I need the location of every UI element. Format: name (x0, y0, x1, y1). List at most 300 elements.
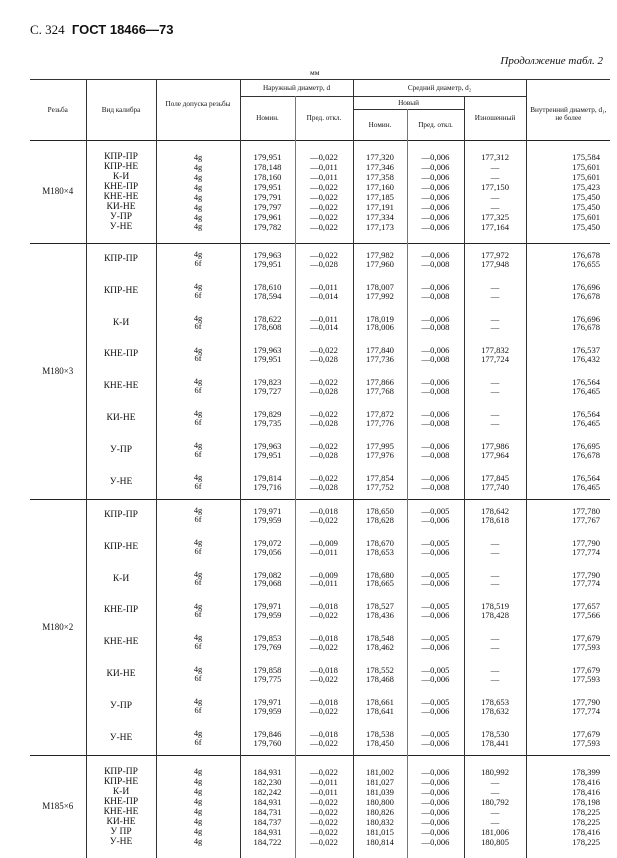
mean-worn-cell: 178,653 (464, 691, 526, 707)
outer-deviation-cell: —0,018 (295, 595, 353, 611)
inner-diameter-cell: 175,450 (526, 223, 610, 243)
mean-worn-cell: 177,845 (464, 467, 526, 483)
mean-worn-cell: — (464, 371, 526, 387)
mean-nominal-cell: 178,527 (353, 595, 407, 611)
mean-nominal-cell: 177,960 (353, 260, 407, 276)
mean-nominal-cell: 178,538 (353, 723, 407, 739)
inner-diameter-cell: 178,225 (526, 838, 610, 858)
outer-nominal-cell: 179,858 (240, 659, 295, 675)
outer-deviation-cell: —0,009 (295, 564, 353, 580)
outer-deviation-cell: —0,022 (295, 183, 353, 193)
mean-worn-cell: 177,150 (464, 183, 526, 193)
gauge-type-cell: КПР-ПР (86, 755, 156, 777)
mean-nominal-cell: 177,160 (353, 183, 407, 193)
inner-diameter-cell: 177,679 (526, 659, 610, 675)
table-row (30, 467, 610, 483)
outer-nominal-cell: 179,961 (240, 213, 295, 223)
tolerance-cell: 4g (156, 243, 240, 259)
outer-deviation-cell: —0,022 (295, 818, 353, 828)
outer-deviation-cell: —0,022 (295, 611, 353, 627)
table-row (30, 499, 610, 515)
outer-deviation-cell: —0,022 (295, 193, 353, 203)
mean-deviation-cell: —0,006 (407, 141, 464, 163)
outer-nominal-cell: 179,959 (240, 611, 295, 627)
gauge-type-cell: К-И (86, 308, 156, 340)
mean-nominal-cell: 178,019 (353, 308, 407, 324)
mean-nominal-cell: 177,185 (353, 193, 407, 203)
mean-worn-cell: 177,312 (464, 141, 526, 163)
inner-diameter-cell: 178,225 (526, 808, 610, 818)
outer-deviation-cell: —0,028 (295, 387, 353, 403)
mean-deviation-cell: —0,006 (407, 213, 464, 223)
col-thread: Резьба (47, 105, 68, 114)
tolerance-cell: 4g (156, 435, 240, 451)
col-mean-diameter: Средний диаметр, d₂ (353, 80, 526, 97)
table-body (30, 141, 610, 858)
mean-deviation-cell: —0,006 (407, 173, 464, 183)
mean-nominal-cell: 178,670 (353, 532, 407, 548)
tolerance-cell: 4g (156, 818, 240, 828)
col-outer-nominal: Номин. (240, 97, 295, 141)
mean-nominal-cell: 178,468 (353, 675, 407, 691)
mean-deviation-cell: —0,006 (407, 435, 464, 451)
gauge-type-cell: КНЕ-ПР (86, 595, 156, 627)
outer-nominal-cell: 179,760 (240, 739, 295, 755)
outer-nominal-cell: 179,829 (240, 403, 295, 419)
mean-worn-cell: 181,006 (464, 828, 526, 838)
unit-label: мм (310, 68, 320, 77)
outer-deviation-cell: —0,011 (295, 173, 353, 183)
mean-deviation-cell: —0,005 (407, 659, 464, 675)
tolerance-cell: 4g (156, 163, 240, 173)
inner-diameter-cell: 177,790 (526, 564, 610, 580)
tolerance-cell: 6f (156, 643, 240, 659)
inner-diameter-cell: 176,564 (526, 403, 610, 419)
outer-deviation-cell: —0,011 (295, 548, 353, 564)
inner-diameter-cell: 177,774 (526, 548, 610, 564)
mean-nominal-cell: 177,866 (353, 371, 407, 387)
inner-diameter-cell: 177,679 (526, 723, 610, 739)
mean-deviation-cell: —0,006 (407, 755, 464, 777)
tolerance-cell: 4g (156, 371, 240, 387)
mean-worn-cell: 178,618 (464, 516, 526, 532)
inner-diameter-cell: 177,767 (526, 516, 610, 532)
tolerance-cell: 4g (156, 532, 240, 548)
mean-nominal-cell: 177,976 (353, 451, 407, 467)
tolerance-cell: 6f (156, 419, 240, 435)
inner-diameter-cell: 175,601 (526, 213, 610, 223)
tolerance-cell: 4g (156, 339, 240, 355)
gauge-type-cell: КИ-НЕ (86, 203, 156, 213)
mean-deviation-cell: —0,006 (407, 276, 464, 292)
outer-nominal-cell: 179,963 (240, 243, 295, 259)
thread-designation-cell: М185×6 (42, 800, 74, 811)
outer-nominal-cell: 179,951 (240, 260, 295, 276)
mean-nominal-cell: 178,462 (353, 643, 407, 659)
mean-deviation-cell: —0,006 (407, 707, 464, 723)
outer-nominal-cell: 179,782 (240, 223, 295, 243)
mean-nominal-cell: 178,007 (353, 276, 407, 292)
mean-nominal-cell: 177,736 (353, 355, 407, 371)
inner-diameter-cell: 176,696 (526, 308, 610, 324)
inner-diameter-cell: 175,450 (526, 203, 610, 213)
gauge-type-cell: КПР-ПР (86, 499, 156, 531)
mean-nominal-cell: 178,006 (353, 323, 407, 339)
mean-worn-cell: 177,972 (464, 243, 526, 259)
mean-deviation-cell: —0,006 (407, 308, 464, 324)
mean-nominal-cell: 177,334 (353, 213, 407, 223)
outer-deviation-cell: —0,022 (295, 203, 353, 213)
col-tolerance: Поле допуска резьбы (156, 80, 240, 141)
inner-diameter-cell: 176,695 (526, 435, 610, 451)
mean-worn-cell: — (464, 818, 526, 828)
tolerance-cell: 6f (156, 579, 240, 595)
tolerance-cell: 4g (156, 203, 240, 213)
mean-nominal-cell: 177,173 (353, 223, 407, 243)
gauge-type-cell: КПР-ПР (86, 141, 156, 163)
mean-worn-cell: — (464, 163, 526, 173)
outer-nominal-cell: 184,931 (240, 828, 295, 838)
inner-diameter-cell: 178,225 (526, 818, 610, 828)
gauge-type-cell: КПР-НЕ (86, 532, 156, 564)
mean-worn-cell: 180,805 (464, 838, 526, 858)
mean-nominal-cell: 178,650 (353, 499, 407, 515)
outer-nominal-cell: 179,769 (240, 643, 295, 659)
mean-worn-cell: 180,992 (464, 755, 526, 777)
gauge-type-cell: КПР-НЕ (86, 163, 156, 173)
tolerance-cell: 4g (156, 828, 240, 838)
outer-nominal-cell: 179,951 (240, 355, 295, 371)
table-row (30, 595, 610, 611)
mean-worn-cell: 178,441 (464, 739, 526, 755)
outer-nominal-cell: 179,716 (240, 483, 295, 499)
mean-deviation-cell: —0,006 (407, 193, 464, 203)
gauge-type-cell: КНЕ-НЕ (86, 627, 156, 659)
col-gauge-type: Вид калибра (86, 80, 156, 141)
mean-nominal-cell: 177,872 (353, 403, 407, 419)
mean-deviation-cell: —0,008 (407, 451, 464, 467)
mean-worn-cell: 177,964 (464, 451, 526, 467)
table-row (30, 691, 610, 707)
outer-deviation-cell: —0,018 (295, 659, 353, 675)
mean-deviation-cell: —0,008 (407, 419, 464, 435)
mean-nominal-cell: 177,992 (353, 292, 407, 308)
mean-worn-cell: — (464, 532, 526, 548)
mean-nominal-cell: 180,800 (353, 798, 407, 808)
gauge-type-cell: У-ПР (86, 435, 156, 467)
mean-deviation-cell: —0,006 (407, 516, 464, 532)
tolerance-cell: 4g (156, 659, 240, 675)
gauge-type-cell: У-ПР (86, 213, 156, 223)
mean-deviation-cell: —0,005 (407, 564, 464, 580)
mean-nominal-cell: 177,346 (353, 163, 407, 173)
inner-diameter-cell: 176,564 (526, 467, 610, 483)
mean-deviation-cell: —0,006 (407, 818, 464, 828)
mean-worn-cell: 178,530 (464, 723, 526, 739)
inner-diameter-cell: 178,198 (526, 798, 610, 808)
tolerance-cell: 6f (156, 292, 240, 308)
inner-diameter-cell: 175,584 (526, 141, 610, 163)
mean-worn-cell: 177,325 (464, 213, 526, 223)
outer-deviation-cell: —0,022 (295, 435, 353, 451)
mean-deviation-cell: —0,006 (407, 203, 464, 213)
mean-deviation-cell: —0,005 (407, 532, 464, 548)
mean-deviation-cell: —0,006 (407, 778, 464, 788)
outer-deviation-cell: —0,022 (295, 739, 353, 755)
tolerance-cell: 6f (156, 707, 240, 723)
mean-deviation-cell: —0,006 (407, 223, 464, 243)
mean-nominal-cell: 178,665 (353, 579, 407, 595)
outer-deviation-cell: —0,014 (295, 323, 353, 339)
mean-nominal-cell: 180,814 (353, 838, 407, 858)
table-row (30, 243, 610, 259)
gauge-type-cell: КПР-ПР (86, 243, 156, 275)
outer-nominal-cell: 179,797 (240, 203, 295, 213)
mean-worn-cell: 177,164 (464, 223, 526, 243)
table-row (30, 659, 610, 675)
inner-diameter-cell: 176,678 (526, 323, 610, 339)
outer-deviation-cell: —0,018 (295, 499, 353, 515)
tolerance-cell: 4g (156, 308, 240, 324)
table-row (30, 755, 610, 777)
page-number: С. 324 (30, 22, 65, 37)
mean-worn-cell: — (464, 173, 526, 183)
outer-deviation-cell: —0,022 (295, 798, 353, 808)
tolerance-cell: 4g (156, 183, 240, 193)
outer-nominal-cell: 184,931 (240, 798, 295, 808)
outer-deviation-cell: —0,011 (295, 579, 353, 595)
mean-nominal-cell: 178,436 (353, 611, 407, 627)
outer-nominal-cell: 179,963 (240, 435, 295, 451)
mean-worn-cell: — (464, 788, 526, 798)
thread-designation-cell: М180×3 (42, 365, 74, 376)
mean-nominal-cell: 177,995 (353, 435, 407, 451)
gauge-type-cell: КИ-НЕ (86, 659, 156, 691)
mean-deviation-cell: —0,005 (407, 595, 464, 611)
tolerance-cell: 6f (156, 739, 240, 755)
inner-diameter-cell: 176,465 (526, 483, 610, 499)
outer-deviation-cell: —0,022 (295, 643, 353, 659)
gauge-type-cell: У-НЕ (86, 467, 156, 499)
outer-nominal-cell: 179,791 (240, 193, 295, 203)
inner-diameter-cell: 177,774 (526, 707, 610, 723)
mean-worn-cell: 177,740 (464, 483, 526, 499)
mean-deviation-cell: —0,006 (407, 739, 464, 755)
mean-worn-cell: — (464, 292, 526, 308)
mean-nominal-cell: 181,002 (353, 755, 407, 777)
gauge-type-cell: КНЕ-НЕ (86, 808, 156, 818)
outer-deviation-cell: —0,022 (295, 838, 353, 858)
mean-deviation-cell: —0,006 (407, 183, 464, 193)
mean-deviation-cell: —0,005 (407, 691, 464, 707)
outer-nominal-cell: 179,823 (240, 371, 295, 387)
mean-worn-cell: — (464, 403, 526, 419)
tolerance-cell: 4g (156, 223, 240, 243)
tolerance-cell: 6f (156, 355, 240, 371)
inner-diameter-cell: 176,696 (526, 276, 610, 292)
table-row (30, 532, 610, 548)
tolerance-cell: 6f (156, 451, 240, 467)
mean-nominal-cell: 178,628 (353, 516, 407, 532)
tolerance-cell: 4g (156, 173, 240, 183)
outer-nominal-cell: 178,608 (240, 323, 295, 339)
mean-worn-cell: — (464, 564, 526, 580)
table-row (30, 339, 610, 355)
outer-deviation-cell: —0,028 (295, 451, 353, 467)
standard-code: ГОСТ 18466—73 (71, 22, 174, 37)
outer-nominal-cell: 179,971 (240, 499, 295, 515)
outer-deviation-cell: —0,011 (295, 778, 353, 788)
outer-nominal-cell: 178,594 (240, 292, 295, 308)
mean-deviation-cell: —0,005 (407, 723, 464, 739)
mean-nominal-cell: 178,641 (353, 707, 407, 723)
outer-nominal-cell: 184,737 (240, 818, 295, 828)
mean-nominal-cell: 178,653 (353, 548, 407, 564)
tolerance-cell: 4g (156, 691, 240, 707)
outer-deviation-cell: —0,022 (295, 339, 353, 355)
mean-worn-cell: 177,724 (464, 355, 526, 371)
col-mean-deviation: Пред. откл. (407, 110, 464, 141)
gauge-type-cell: КНЕ-НЕ (86, 371, 156, 403)
outer-deviation-cell: —0,022 (295, 828, 353, 838)
outer-deviation-cell: —0,022 (295, 141, 353, 163)
mean-worn-cell: — (464, 659, 526, 675)
tolerance-cell: 4g (156, 798, 240, 808)
gauge-type-cell: КНЕ-ПР (86, 798, 156, 808)
outer-nominal-cell: 179,846 (240, 723, 295, 739)
inner-diameter-cell: 177,657 (526, 595, 610, 611)
mean-worn-cell: — (464, 808, 526, 818)
mean-deviation-cell: —0,005 (407, 627, 464, 643)
tolerance-cell: 6f (156, 387, 240, 403)
mean-nominal-cell: 180,832 (353, 818, 407, 828)
inner-diameter-cell: 178,399 (526, 755, 610, 777)
inner-diameter-cell: 177,593 (526, 675, 610, 691)
outer-nominal-cell: 184,722 (240, 838, 295, 858)
tolerance-cell: 4g (156, 467, 240, 483)
mean-worn-cell: — (464, 579, 526, 595)
outer-deviation-cell: —0,022 (295, 371, 353, 387)
mean-worn-cell: — (464, 308, 526, 324)
gauge-type-cell: У-НЕ (86, 723, 156, 755)
inner-diameter-cell: 178,416 (526, 788, 610, 798)
tolerance-cell: 4g (156, 564, 240, 580)
gauge-type-cell: К-И (86, 173, 156, 183)
mean-worn-cell: 178,632 (464, 707, 526, 723)
col-mean-new: Новый (353, 97, 464, 110)
inner-diameter-cell: 178,416 (526, 828, 610, 838)
thread-designation-cell: М180×2 (42, 621, 74, 632)
outer-nominal-cell: 178,610 (240, 276, 295, 292)
inner-diameter-cell: 177,566 (526, 611, 610, 627)
gauge-type-cell: КПР-НЕ (86, 778, 156, 788)
outer-deviation-cell: —0,009 (295, 532, 353, 548)
outer-deviation-cell: —0,011 (295, 163, 353, 173)
table-row (30, 723, 610, 739)
inner-diameter-cell: 176,432 (526, 355, 610, 371)
mean-nominal-cell: 177,191 (353, 203, 407, 213)
col-outer-diameter: Наружный диаметр, d (240, 80, 353, 97)
inner-diameter-cell: 176,678 (526, 292, 610, 308)
outer-nominal-cell: 179,814 (240, 467, 295, 483)
inner-diameter-cell: 178,416 (526, 778, 610, 788)
tolerance-cell: 6f (156, 548, 240, 564)
outer-deviation-cell: —0,011 (295, 788, 353, 798)
inner-diameter-cell: 177,593 (526, 739, 610, 755)
outer-deviation-cell: —0,018 (295, 627, 353, 643)
outer-nominal-cell: 179,951 (240, 451, 295, 467)
inner-diameter-cell: 177,774 (526, 579, 610, 595)
inner-diameter-cell: 176,465 (526, 387, 610, 403)
tolerance-cell: 4g (156, 755, 240, 777)
mean-nominal-cell: 181,039 (353, 788, 407, 798)
mean-deviation-cell: —0,006 (407, 371, 464, 387)
outer-nominal-cell: 179,072 (240, 532, 295, 548)
mean-deviation-cell: —0,006 (407, 467, 464, 483)
mean-nominal-cell: 178,450 (353, 739, 407, 755)
outer-deviation-cell: —0,022 (295, 223, 353, 243)
gauge-type-cell: КИ-НЕ (86, 818, 156, 828)
table-row (30, 435, 610, 451)
outer-nominal-cell: 179,082 (240, 564, 295, 580)
mean-nominal-cell: 177,854 (353, 467, 407, 483)
tolerance-cell: 6f (156, 260, 240, 276)
gauge-type-cell: У-НЕ (86, 838, 156, 858)
outer-deviation-cell: —0,022 (295, 243, 353, 259)
mean-worn-cell: — (464, 203, 526, 213)
gauge-type-cell: К-И (86, 788, 156, 798)
outer-nominal-cell: 184,931 (240, 755, 295, 777)
gauge-type-cell: У-ПР (86, 691, 156, 723)
mean-deviation-cell: —0,006 (407, 808, 464, 818)
mean-deviation-cell: —0,006 (407, 798, 464, 808)
table-continuation-label: Продолжение табл. 2 (500, 55, 603, 67)
mean-nominal-cell: 177,768 (353, 387, 407, 403)
inner-diameter-cell: 176,655 (526, 260, 610, 276)
tolerance-cell: 6f (156, 323, 240, 339)
outer-deviation-cell: —0,018 (295, 691, 353, 707)
gauge-dimensions-table (30, 79, 610, 858)
outer-deviation-cell: —0,022 (295, 467, 353, 483)
outer-nominal-cell: 179,775 (240, 675, 295, 691)
inner-diameter-cell: 177,593 (526, 643, 610, 659)
col-mean-worn: Изношенный (464, 97, 526, 141)
mean-nominal-cell: 177,776 (353, 419, 407, 435)
mean-nominal-cell: 181,027 (353, 778, 407, 788)
tolerance-cell: 6f (156, 516, 240, 532)
mean-worn-cell: — (464, 323, 526, 339)
mean-deviation-cell: —0,006 (407, 788, 464, 798)
inner-diameter-cell: 177,790 (526, 532, 610, 548)
outer-nominal-cell: 182,242 (240, 788, 295, 798)
mean-worn-cell: — (464, 627, 526, 643)
mean-worn-cell: 178,519 (464, 595, 526, 611)
inner-diameter-cell: 177,790 (526, 691, 610, 707)
mean-worn-cell: 177,986 (464, 435, 526, 451)
mean-worn-cell: 177,948 (464, 260, 526, 276)
mean-nominal-cell: 178,680 (353, 564, 407, 580)
outer-nominal-cell: 182,230 (240, 778, 295, 788)
gauge-type-cell: У ПР (86, 828, 156, 838)
inner-diameter-cell: 177,780 (526, 499, 610, 515)
tolerance-cell: 6f (156, 675, 240, 691)
mean-nominal-cell: 178,552 (353, 659, 407, 675)
outer-nominal-cell: 179,971 (240, 595, 295, 611)
mean-deviation-cell: —0,006 (407, 339, 464, 355)
outer-nominal-cell: 179,959 (240, 707, 295, 723)
mean-nominal-cell: 180,826 (353, 808, 407, 818)
mean-nominal-cell: 178,661 (353, 691, 407, 707)
